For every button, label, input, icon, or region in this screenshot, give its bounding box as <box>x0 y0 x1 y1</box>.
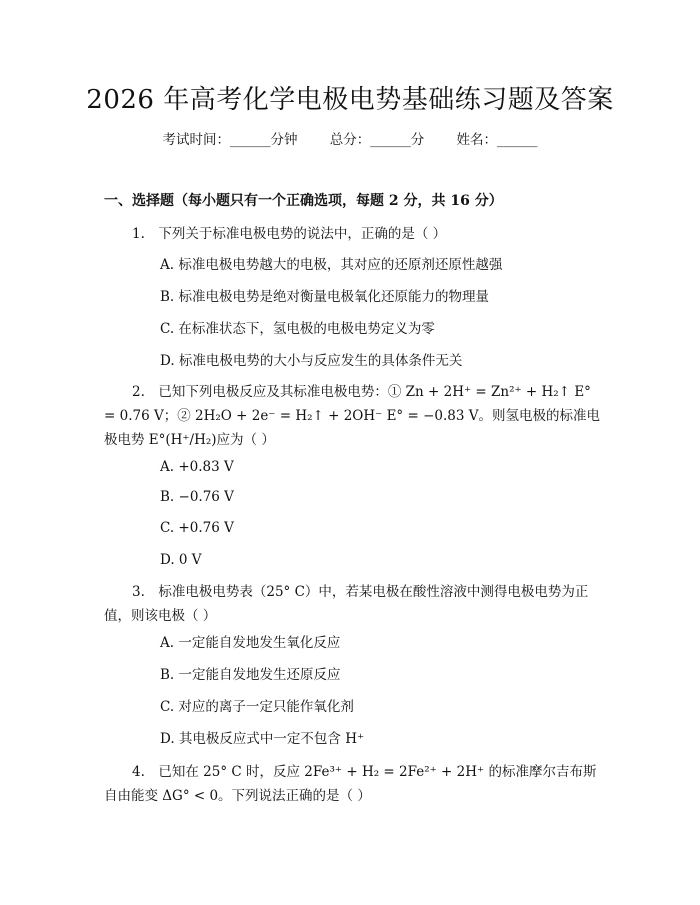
total-score-field: 总分：______分 <box>329 132 425 148</box>
section-heading-choice: 一、选择题（每小题只有一个正确选项，每题 2 分，共 16 分） <box>104 193 503 209</box>
question-2-option-b: B. −0.76 V <box>160 489 234 505</box>
question-3-option-c: C. 对应的离子一定只能作氧化剂 <box>160 699 354 715</box>
question-2-stem: 2. 已知下列电极反应及其标准电极电势：① Zn + 2H⁺ = Zn²⁺ + H₂↑ E° = 0.76 V；② 2H₂O + 2e⁻ = H₂↑ + 2OH⁻ E° = −0.83 V。则氢电极的标准电极电势 E°(H⁺/H₂)应为（ ） <box>104 384 600 448</box>
question-2-option-d: D. 0 V <box>160 552 202 568</box>
question-1-option-c: C. 在标准状态下，氢电极的电极电势定义为零 <box>160 321 435 337</box>
name-field: 姓名：______ <box>456 132 538 148</box>
exam-time-field: 考试时间：______分钟 <box>162 132 298 148</box>
question-2-option-c: C. +0.76 V <box>160 520 234 536</box>
page-title: 2026 年高考化学电极电势基础练习题及答案 <box>86 85 614 115</box>
question-1-option-b: B. 标准电极电势是绝对衡量电极氧化还原能力的物理量 <box>160 289 490 305</box>
question-3-option-d: D. 其电极反应式中一定不包含 H⁺ <box>160 731 365 747</box>
question-3-option-b: B. 一定能自发地发生还原反应 <box>160 667 341 683</box>
question-1-stem: 1. 下列关于标准电极电势的说法中，正确的是（ ） <box>132 226 447 242</box>
question-1-option-d: D. 标准电极电势的大小与反应发生的具体条件无关 <box>160 353 463 369</box>
question-1-option-a: A. 标准电极电势越大的电极，其对应的还原剂还原性越强 <box>160 257 503 273</box>
question-2-option-a: A. +0.83 V <box>160 459 234 475</box>
question-3-option-a: A. 一定能自发地发生氧化反应 <box>160 635 341 651</box>
question-4-stem: 4. 已知在 25° C 时，反应 2Fe³⁺ + H₂ = 2Fe²⁺ + 2H⁺ 的标准摩尔吉布斯自由能变 ΔG° < 0。下列说法正确的是（ ） <box>104 764 597 804</box>
exam-meta-line <box>0 130 700 150</box>
question-3-stem: 3. 标准电极电势表（25° C）中，若某电极在酸性溶液中测得电极电势为正值，则该电极（ ） <box>104 584 589 624</box>
